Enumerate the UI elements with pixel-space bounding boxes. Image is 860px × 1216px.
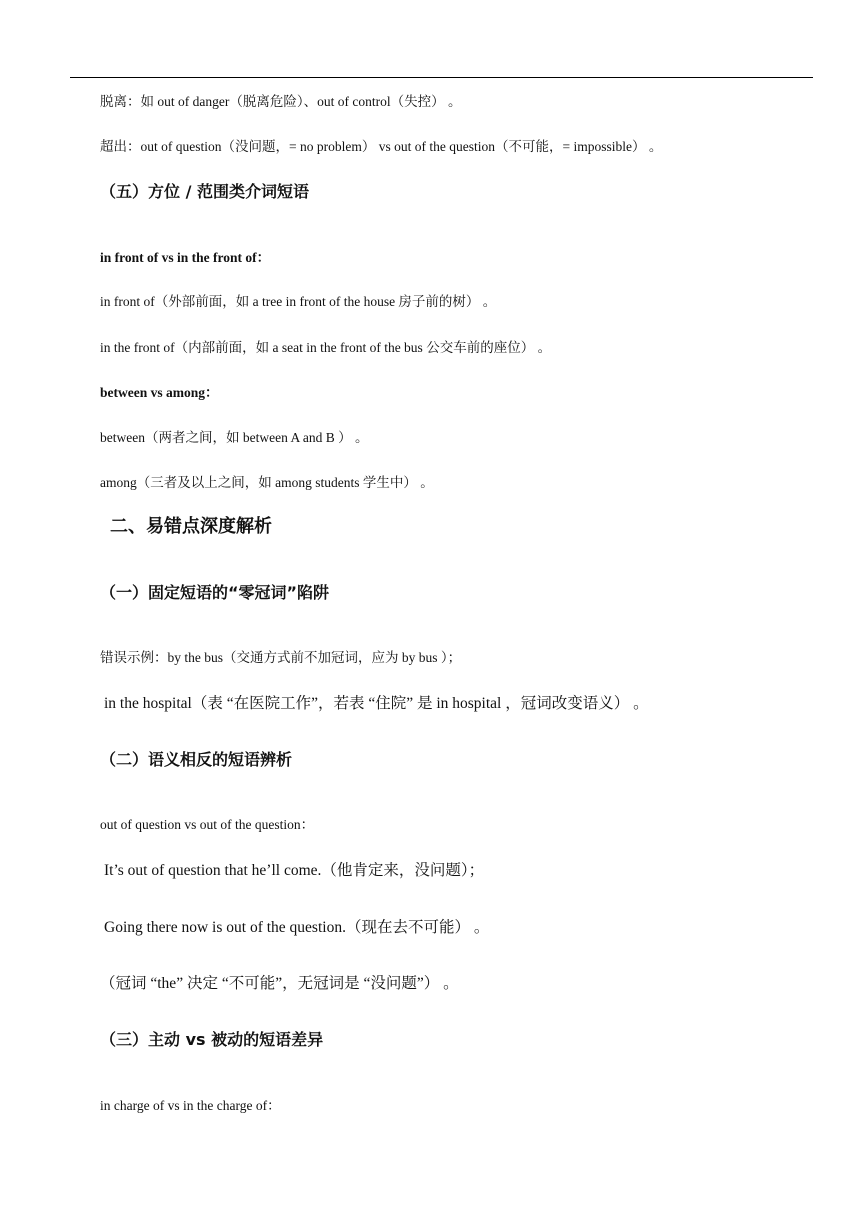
text-line: 脱离：如 out of danger（脱离危险）、out of control（失控） 。	[100, 94, 462, 109]
text-line: （冠词 “the” 决定 “不可能”，无冠词是 “没问题”） 。	[100, 975, 459, 992]
subheading: between vs among：	[100, 385, 219, 400]
section-heading: （一）固定短语的“零冠词”陷阱	[100, 583, 330, 602]
text-line: between（两者之间，如 between A and B ） 。	[100, 430, 369, 445]
section-heading: （五）方位 / 范围类介词短语	[100, 182, 309, 201]
text-line: in the hospital（表 “在医院工作”，若表 “住院” 是 in hospital ，冠词改变语义） 。	[104, 695, 649, 712]
text-line: in the front of（内部前面，如 a seat in the front of the bus 公交车前的座位） 。	[100, 340, 552, 355]
text-line: out of question vs out of the question：	[100, 817, 315, 832]
header-rule	[70, 77, 813, 78]
text-line: 错误示例：by the bus（交通方式前不加冠词，应为 by bus ）；	[100, 650, 462, 665]
section-heading: （二）语义相反的短语辨析	[100, 750, 293, 769]
text-line: 超出：out of question（没问题，= no problem） vs out of the question（不可能，= impossible） 。	[100, 139, 663, 154]
section-heading: （三）主动 vs 被动的短语差异	[100, 1030, 324, 1049]
text-line: in front of（外部前面，如 a tree in front of the house 房子前的树） 。	[100, 294, 497, 309]
text-line: among（三者及以上之间，如 among students 学生中） 。	[100, 475, 434, 490]
text-line: It’s out of question that he’ll come.（他肯定来，没问题）；	[104, 862, 485, 879]
subheading: in front of vs in the front of：	[100, 250, 271, 265]
text-line: in charge of vs in the charge of：	[100, 1098, 281, 1113]
text-line: Going there now is out of the question.（现在去不可能） 。	[104, 919, 490, 936]
chapter-heading: 二、易错点深度解析	[110, 516, 272, 537]
